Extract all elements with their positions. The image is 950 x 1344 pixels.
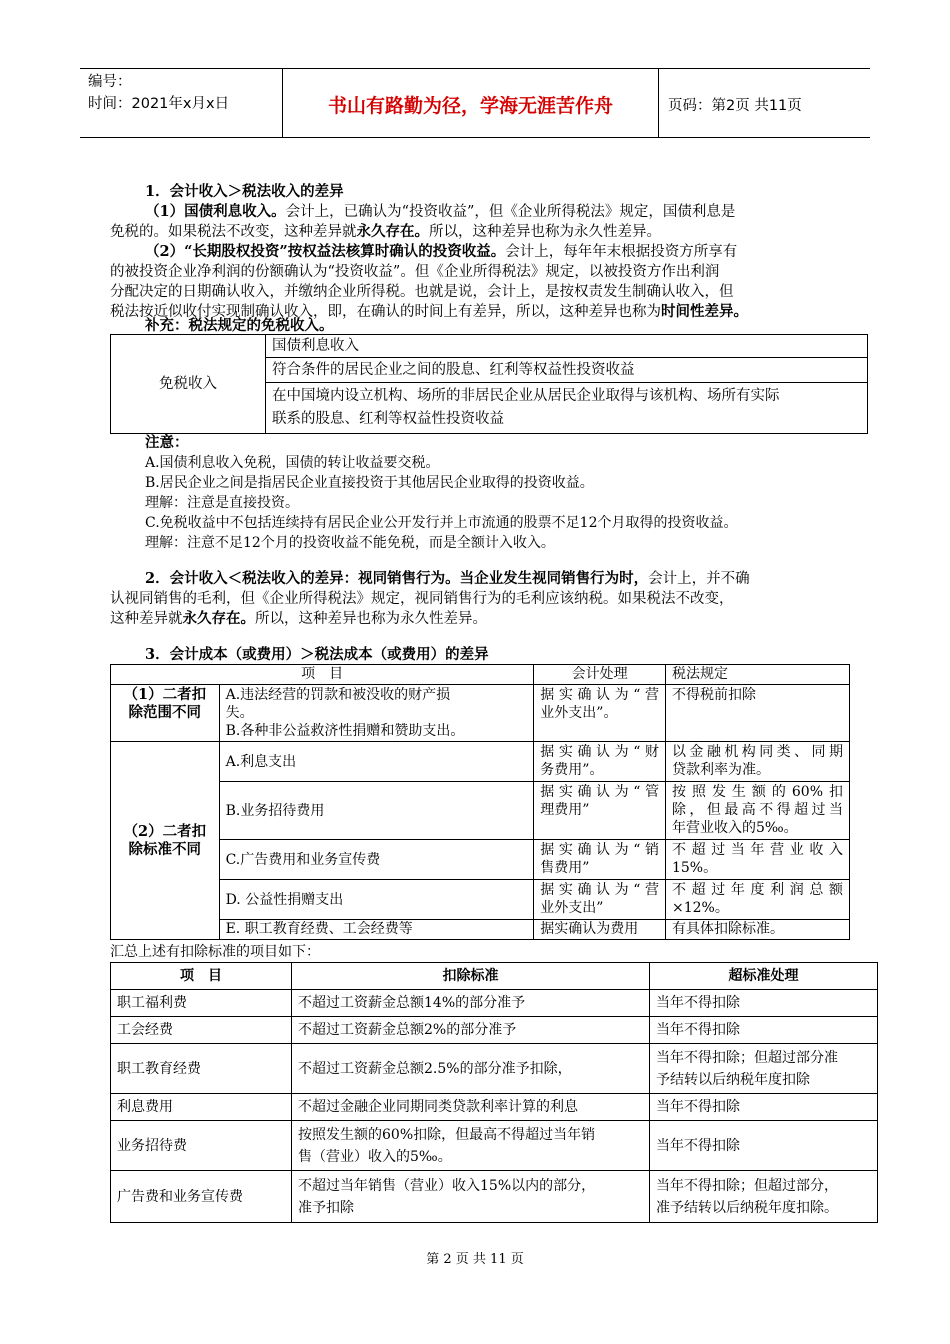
- accounting-cell: 据实确认为“营 业外支出”。: [534, 685, 666, 742]
- note-line: C.免税收益中不包括连续持有居民企业公开发行并上市流通的股票不足12个月取得的投资收益。: [145, 515, 738, 531]
- page-footer: 第 2 页 共 11 页: [426, 1252, 524, 1267]
- note-line: B.居民企业之间是指居民企业直接投资于其他居民企业取得的投资收益。: [145, 475, 594, 491]
- standard-cell: 不超过金融企业同期同类贷款利率计算的利息: [292, 1094, 650, 1121]
- section-2-line-1: 2．会计收入＜税法收入的差异：视同销售行为。当企业发生视同销售行为时，会计上，并不确: [145, 570, 750, 587]
- accounting-cell: 据实确认为“销 售费用”: [534, 840, 666, 880]
- accounting-cell: 据实确认为“营 业外支出”: [534, 880, 666, 920]
- excess-cell: 当年不得扣除: [650, 1094, 878, 1121]
- para-2-line-2: 的被投资企业净利润的份额确认为“投资收益”。但《企业所得税法》规定，以被投资方作出利润: [110, 264, 720, 280]
- item-cell: 业务招待费: [111, 1121, 292, 1171]
- tax-cell: 以金融机构同类、同期 贷款利率为准。: [665, 742, 849, 782]
- tax-cell: 不得税前扣除: [665, 685, 849, 742]
- group-scope: （1）二者扣 除范围不同: [111, 685, 220, 742]
- summary-intro: 汇总上述有扣除标准的项目如下：: [110, 944, 320, 960]
- exempt-label: 免税收入: [111, 335, 266, 434]
- para-1-line-2: 免税的。如果税法不改变，这种差异就永久存在。所以，这种差异也称为永久性差异。: [110, 223, 661, 240]
- section-1-title: 1．会计收入＞税法收入的差异: [145, 183, 344, 200]
- notes-title: 注意：: [145, 434, 189, 451]
- accounting-cell: 据实确认为费用: [534, 920, 666, 940]
- tax-cell: 不超过年度利润总额 ×12%。: [665, 880, 849, 920]
- deduction-standard-table: [110, 962, 878, 1223]
- exempt-item: 在中国境内设立机构、场所的非居民企业从居民企业取得与该机构、场所有实际 联系的股息、红利等权益性投资收益: [266, 383, 868, 434]
- section-3-title: 3．会计成本（或费用）＞税法成本（或费用）的差异: [145, 646, 489, 663]
- supplement-label: 补充：税法规定的免税收入。: [145, 317, 334, 334]
- item-cell: 职工福利费: [111, 990, 292, 1017]
- table-row: [111, 1044, 878, 1094]
- exempt-item: 符合条件的居民企业之间的股息、红利等权益性投资收益: [266, 358, 868, 383]
- note-line: A.国债利息收入免税，国债的转让收益要交税。: [145, 455, 440, 471]
- para-2-line-1: （2）“长期股权投资”按权益法核算时确认的投资收益。会计上，每年年末根据投资方所享有: [145, 243, 738, 260]
- table-row: [111, 1171, 878, 1223]
- excess-cell: 当年不得扣除；但超过部分准 予结转以后纳税年度扣除: [650, 1044, 878, 1094]
- header-page-number: 页码：第2页 共11页: [668, 98, 802, 114]
- col-header-item: 项 目: [111, 963, 292, 990]
- note-line: 理解：注意是直接投资。: [145, 495, 299, 511]
- standard-cell: 按照发生额的60%扣除，但最高不得超过当年销 售（营业）收入的5‰。: [292, 1121, 650, 1171]
- para-2-line-3: 分配决定的日期确认收入，并缴纳企业所得税。也就是说，会计上，是按权责发生制确认收入，但: [110, 284, 734, 300]
- table-row: [111, 990, 878, 1017]
- table-row: [111, 1017, 878, 1044]
- page-header: [80, 68, 870, 138]
- item-cell: 广告费和业务宣传费: [111, 1171, 292, 1223]
- tax-cell: 不超过当年营业收入 15%。: [665, 840, 849, 880]
- para-2-line-4: 税法按近似收付实现制确认收入，即，在确认的时间上有差异，所以，这种差异也称为时间性差异。: [110, 303, 748, 320]
- cost-difference-table: [110, 664, 850, 940]
- item-cell: 利息费用: [111, 1094, 292, 1121]
- standard-cell: 不超过工资薪金总额2.5%的部分准予扣除，: [292, 1044, 650, 1094]
- col-header-tax: 税法规定: [665, 665, 849, 685]
- excess-cell: 当年不得扣除；但超过部分， 准予结转以后纳税年度扣除。: [650, 1171, 878, 1223]
- col-header-standard: 扣除标准: [292, 963, 650, 990]
- item-cell: D. 公益性捐赠支出: [219, 880, 534, 920]
- group-standard: （2）二者扣 除标准不同: [111, 742, 220, 940]
- item-cell: 职工教育经费: [111, 1044, 292, 1094]
- table-row: [111, 1121, 878, 1171]
- accounting-cell: 据实确认为“财 务费用”。: [534, 742, 666, 782]
- item-cell: C.广告费用和业务宣传费: [219, 840, 534, 880]
- tax-cell: 按照发生额的60%扣 除，但最高不得超过当 年营业收入的5‰。: [665, 782, 849, 840]
- excess-cell: 当年不得扣除: [650, 1121, 878, 1171]
- tax-cell: 有具体扣除标准。: [665, 920, 849, 940]
- header-date: 时间：2021年x月x日: [88, 96, 230, 112]
- exempt-income-table: [110, 334, 868, 434]
- item-cell: A.利息支出: [219, 742, 534, 782]
- header-motto: 书山有路勤为径，学海无涯苦作舟: [327, 95, 613, 117]
- col-header-accounting: 会计处理: [534, 665, 666, 685]
- excess-cell: 当年不得扣除: [650, 1017, 878, 1044]
- header-meta: [88, 71, 278, 115]
- header-number: 编号：: [88, 74, 132, 90]
- col-header-item: 项 目: [111, 665, 534, 685]
- exempt-item: 国债利息收入: [266, 335, 868, 358]
- item-cell: A.违法经营的罚款和被没收的财产损 失。 B.各种非公益救济性捐赠和赞助支出。: [219, 685, 534, 742]
- standard-cell: 不超过当年销售（营业）收入15%以内的部分， 准予扣除: [292, 1171, 650, 1223]
- standard-cell: 不超过工资薪金总额2%的部分准予: [292, 1017, 650, 1044]
- col-header-excess: 超标准处理: [650, 963, 878, 990]
- excess-cell: 当年不得扣除: [650, 990, 878, 1017]
- section-2-line-3: 这种差异就永久存在。所以，这种差异也称为永久性差异。: [110, 610, 487, 627]
- para-1-line-1: （1）国债利息收入。会计上，已确认为“投资收益”，但《企业所得税法》规定，国债利息是: [145, 203, 736, 220]
- accounting-cell: 据实确认为“管 理费用”: [534, 782, 666, 840]
- item-cell: E. 职工教育经费、工会经费等: [219, 920, 534, 940]
- standard-cell: 不超过工资薪金总额14%的部分准予: [292, 990, 650, 1017]
- section-2-line-2: 认视同销售的毛利，但《企业所得税法》规定，视同销售行为的毛利应该纳税。如果税法不改变，: [110, 591, 734, 607]
- item-cell: B.业务招待费用: [219, 782, 534, 840]
- table-row: [111, 1094, 878, 1121]
- note-line: 理解：注意不足12个月的投资收益不能免税，而是全额计入收入。: [145, 535, 555, 551]
- item-cell: 工会经费: [111, 1017, 292, 1044]
